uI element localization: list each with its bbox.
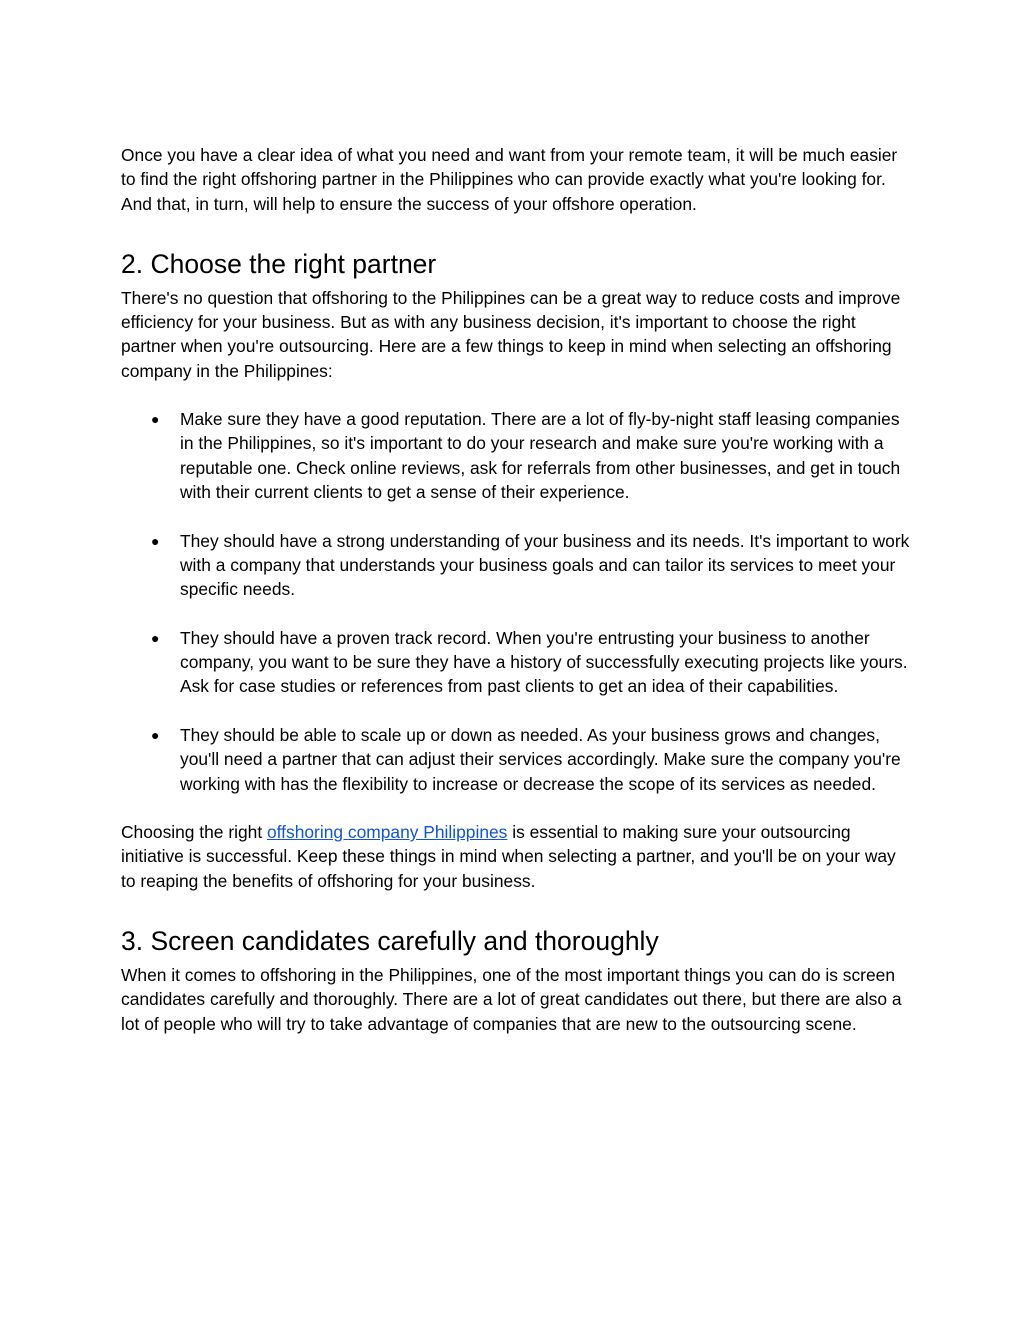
bullet-icon: ● — [151, 726, 160, 743]
choose-partner-paragraph: There's no question that offshoring to the Philippines can be a great way to reduce costs and improve efficiency for your business. But as with any business decision, it's important to choose the right partner when you're outsourcing. Here are a few things to keep in mind when selecting an offshoring company in the Philippines: — [121, 287, 901, 381]
intro-paragraph: Once you have a clear idea of what you need and want from your remote team, it will be much easier to find the right offshoring partner in the Philippines who can provide exactly what you're looking for. And that, in turn, will help to ensure the success of your offshore operation. — [121, 145, 898, 214]
bullet-icon: ● — [151, 532, 160, 549]
screen-candidates-paragraph: When it comes to offshoring in the Philippines, one of the most important things you can do is screen candidates carefully and thoroughly. There are a lot of great candidates out there, but there are also a lot of people who will try to take advantage of companies that are new to the outsourcing scene. — [121, 965, 902, 1034]
bullet-icon: ● — [151, 629, 160, 646]
choosing-partner-paragraph — [121, 820, 911, 893]
list-item — [121, 723, 911, 796]
document-page — [121, 143, 911, 1036]
section-heading-choose-partner: 2. Choose the right partner — [121, 248, 437, 279]
list-item-text: Make sure they have a good reputation. There are a lot of fly-by-night staff leasing companies in the Philippines, so it's important to do your research and make sure you're working with a reputable one. Check online reviews, ask for referrals from other businesses, and get in touch with their current clients to get a sense of their experience. — [180, 409, 901, 502]
list-item-text: They should have a proven track record. When you're entrusting your business to another company, you want to be sure they have a history of successfully executing projects like yours. Ask for case studies or references from past clients to get an idea of their capabilities. — [180, 627, 908, 697]
section-heading-screen-candidates: 3. Screen candidates carefully and thoroughly — [121, 926, 659, 957]
choosing-text-end: is essential to making sure your outsourcing initiative is successful. Keep these things in mind when selecting a partner, and you'll be on your way to reaping the benefits of offshoring for your business. — [121, 822, 896, 891]
choosing-text-start: Choosing the right — [121, 822, 267, 843]
list-item — [121, 626, 911, 699]
list-item-text: They should be able to scale up or down as needed. As your business grows and changes, you'll need a partner that can adjust their services accordingly. Make sure the company you're working with has the flexibility to increase or decrease the scope of its services as needed. — [180, 724, 901, 794]
list-item-text: They should have a strong understanding of your business and its needs. It's important to work with a company that understands your business goals and can tailor its services to meet your specific needs. — [180, 530, 910, 600]
offshoring-company-link[interactable]: offshoring company Philippines — [266, 822, 508, 843]
list-item — [121, 407, 911, 504]
list-item — [121, 529, 911, 602]
bullet-icon: ● — [151, 411, 160, 428]
partner-criteria-list — [121, 407, 911, 796]
